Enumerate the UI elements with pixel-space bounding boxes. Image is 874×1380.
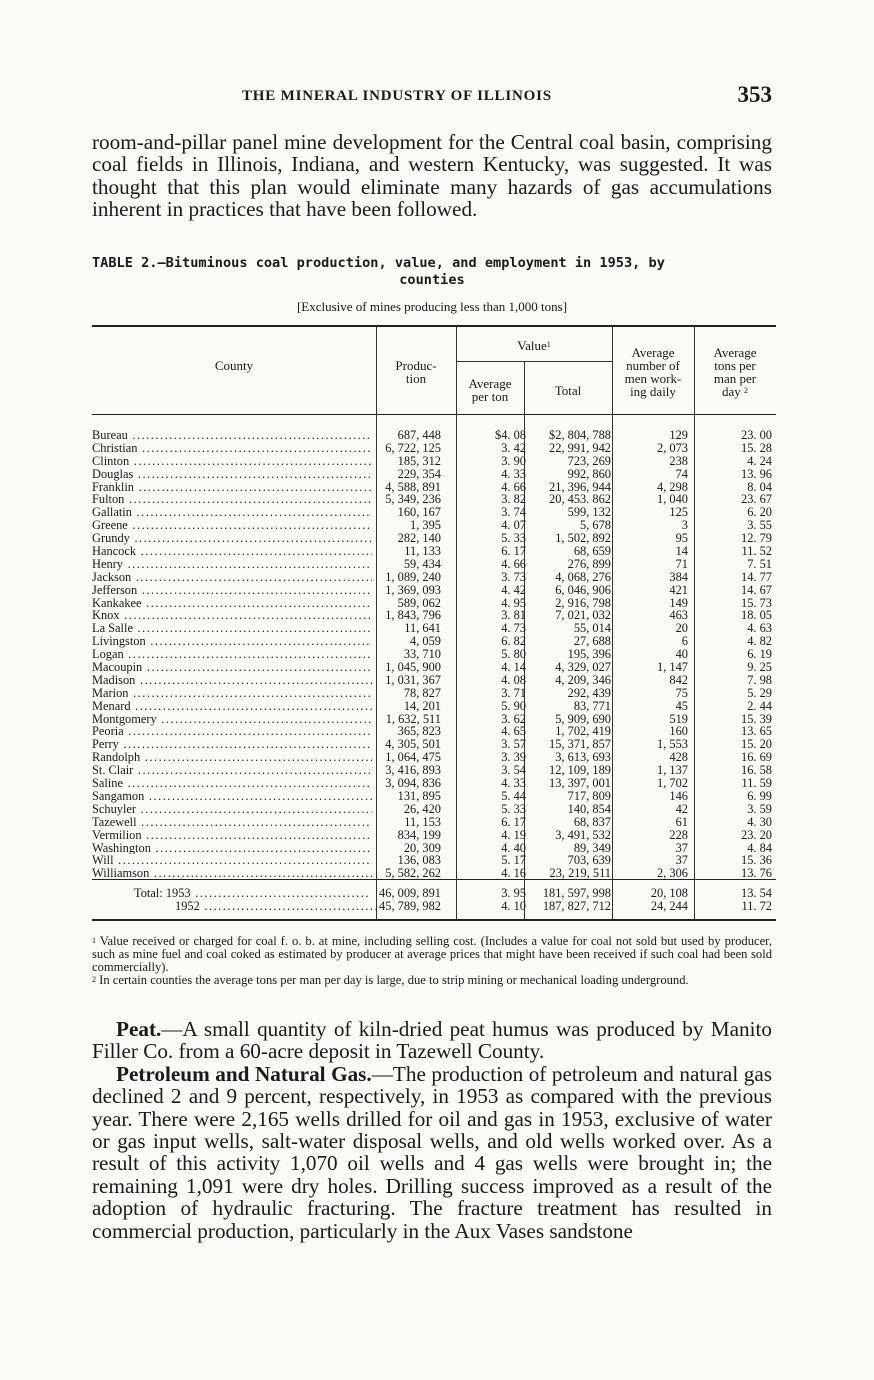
tons-per-man-day: 23. 67 [741,492,772,507]
average-per-ton: 3. 82 [501,492,526,507]
men-working-daily: 95 [675,531,688,546]
production-value: 20, 309 [403,840,441,855]
tons-per-man-day: 14. 67 [741,582,772,597]
total-men: 20, 108 [650,886,688,900]
production-value: 5, 349, 236 [385,492,441,507]
tons-per-man-day: 2. 44 [747,698,772,713]
total-value: 55, 014 [573,621,611,636]
table-note: [Exclusive of mines producing less than 1,000 tons] [296,299,568,314]
header-average-per-ton [456,377,524,403]
total-value: 187, 827, 712 [542,898,611,913]
county-name: Peoria ..... [92,725,372,738]
total-value: 21, 396, 944 [549,479,611,494]
county-name: Vermilion ..... [92,829,372,842]
tons-per-man-day: 6. 20 [747,505,772,520]
county-name: Logan ..... [92,648,372,661]
total-value: 4, 329, 027 [555,660,611,675]
tons-per-man-day: 4. 82 [747,634,772,649]
table-row [92,700,776,713]
table-totals [92,887,776,913]
tons-per-man-day: 3. 55 [747,518,772,533]
men-working-daily: 149 [669,595,688,610]
tons-per-man-day: 13. 96 [741,466,772,481]
tons-per-man-day: 6. 19 [747,647,772,662]
intro-paragraph-text: room-and-pillar panel mine development for the Central coal basin, comprising coal fields in Illinois, Indiana, and western Kentucky, was suggested. It was thought that this plan would eliminate many hazards of gas accumulations inherent in practices that have been followed. [92,130,772,222]
table-row [92,777,776,790]
petroleum-text: —The production of petroleum and natural gas declined 2 and 9 percent, respectively, in 1953 as compared with the previous year. There were 2,165 wells drilled for oil and gas in 1953, exclusive of water or gas input wells, salt-water disposal wells, and old wells worked over. As a result of this activity 1,070 oil wells and 4 gas wells were brought in; the remaining 1,091 were dry holes. Drilling success improved as a result of the adoption of hydraulic fracturing. The fracture treatment has resulted in commercial production, particularly in the Aux Vases sandstone [92,1061,772,1243]
average-per-ton: 4. 66 [501,479,526,494]
header-production [376,359,456,385]
total-value: 6, 046, 906 [555,582,611,597]
men-working-daily: 6 [681,634,688,649]
table-row [92,468,776,481]
average-per-ton: 5. 33 [501,801,526,816]
production-value: 229, 354 [397,466,441,481]
men-working-daily: 238 [669,453,688,468]
men-working-daily: 1, 553 [657,737,688,752]
total-value: 140, 854 [567,801,611,816]
county-name: Madison ..... [92,674,372,687]
production-value: 11, 153 [404,814,441,829]
total-value: 27, 688 [573,634,611,649]
total-value: 717, 809 [567,788,611,803]
tons-per-man-day: 9. 25 [747,660,772,675]
men-working-daily: 40 [675,647,688,662]
total-value: 2, 916, 798 [555,595,611,610]
production-value: 1, 632, 511 [385,711,441,726]
tons-per-man-day: 4. 30 [747,814,772,829]
production-value: 1, 843, 796 [385,608,441,623]
total-value: 195, 396 [567,647,611,662]
table-row [92,867,776,880]
header-men-l4: ing daily [630,384,676,399]
men-working-daily: 74 [675,466,688,481]
header-production-l1: Produc- [395,358,437,373]
average-per-ton: 3. 42 [501,440,526,455]
total-value: 68, 837 [573,814,611,829]
total-value: 3, 491, 532 [555,827,611,842]
average-per-ton: 4. 08 [501,672,526,687]
total-value: 13, 397, 001 [549,776,611,791]
production-value: 3, 094, 836 [385,776,441,791]
county-name: Hancock ..... [92,545,372,558]
county-name: Saline ..... [92,777,372,790]
production-value: 160, 167 [397,505,441,520]
total-avg: 4. 10 [501,898,526,913]
production-value: 834, 199 [397,827,441,842]
average-per-ton: 3. 57 [501,737,526,752]
average-per-ton: 5. 80 [501,647,526,662]
men-working-daily: 428 [669,750,688,765]
county-name: Montgomery ..... [92,713,372,726]
county-name: Will ..... [92,854,372,867]
petroleum-paragraph [92,1063,772,1242]
production-value: 11, 133 [404,544,441,559]
header-production-l2: tion [405,371,427,386]
tons-per-man-day: 4. 63 [747,621,772,636]
footnote-2 [92,974,772,987]
county-name: St. Clair ..... [92,764,372,777]
average-per-ton: 4. 33 [501,466,526,481]
production-value: 14, 201 [403,698,441,713]
tons-per-man-day: 15. 39 [741,711,772,726]
footnote-text: In certain counties the average tons per man per day is large, due to strip mining or mechanical loading underground. [99,973,689,987]
men-working-daily: 384 [669,569,688,584]
average-per-ton: 3. 62 [501,711,526,726]
county-name: Jefferson ..... [92,584,372,597]
county-name: Jackson ..... [92,571,372,584]
header-value-group [456,339,612,352]
page-number: 353 [737,82,772,107]
county-name: Franklin ..... [92,481,372,494]
table-row [92,429,776,442]
total-value: 703, 639 [567,853,611,868]
peat-heading: Peat. [116,1017,162,1041]
total-value: 292, 439 [567,685,611,700]
header-tons-per-man [694,346,776,398]
men-working-daily: 4, 298 [657,479,688,494]
tons-per-man-day: 5. 29 [747,685,772,700]
footnote-text: Value received or charged for coal f. o. b. at mine, including selling cost. (Includes a value for coal not sold but used by producer, such as mine fuel and coal coked as estimated by producer at average prices that might have been received if such coal had been sold commercially). [92,934,773,974]
total-tons: 11. 72 [741,898,772,913]
total-value: 68, 659 [573,544,611,559]
county-name: Macoupin ..... [92,661,372,674]
header-tons-l2: tons per [714,358,756,373]
average-per-ton: 3. 74 [501,505,526,520]
production-value: 4, 588, 891 [385,479,441,494]
production-value: 1, 395 [410,518,441,533]
tons-per-man-day: 23. 20 [741,827,772,842]
header-tons-l3: man per [713,371,757,386]
county-name: Kankakee ..... [92,597,372,610]
men-working-daily: 2, 306 [657,866,688,881]
table-row [92,455,776,468]
total-value: 723, 269 [567,453,611,468]
footnote-mark: 1 [92,936,96,945]
production-value: 59, 434 [403,556,441,571]
coal-production-table [92,321,776,921]
county-name: Greene ..... [92,519,372,532]
average-per-ton: 3. 81 [501,608,526,623]
tons-per-man-day: 11. 52 [741,544,772,559]
table-footnotes [92,935,772,987]
table-label: TABLE 2. [92,255,158,271]
average-per-ton: 5. 33 [501,531,526,546]
footnote-1 [92,935,772,974]
men-working-daily: 1, 147 [657,660,688,675]
men-working-daily: 421 [669,582,688,597]
total-value: 83, 771 [573,698,611,713]
county-name: Perry ..... [92,738,372,751]
table-row [92,442,776,455]
tons-per-man-day: 13. 65 [741,724,772,739]
men-working-daily: 125 [669,505,688,520]
continuation-text [92,1018,772,1242]
header-men-l1: Average [631,345,675,360]
total-value: 7, 021, 032 [555,608,611,623]
production-value: 4, 305, 501 [385,737,441,752]
production-value: 589, 062 [397,595,441,610]
production-value: 5, 582, 262 [385,866,441,881]
county-name: Douglas ..... [92,468,372,481]
average-per-ton: 5. 17 [501,853,526,868]
tons-per-man-day: 15. 36 [741,853,772,868]
tons-per-man-day: 4. 24 [747,453,772,468]
tons-per-man-day: 7. 98 [747,672,772,687]
average-per-ton: 4. 40 [501,840,526,855]
average-per-ton: 4. 33 [501,776,526,791]
production-value: 1, 045, 900 [385,660,441,675]
total-value: 5, 909, 690 [555,711,611,726]
county-name: La Salle ..... [92,622,372,635]
production-value: 365, 823 [397,724,441,739]
county-name: Menard ..... [92,700,372,713]
total-row-1952 [92,900,776,913]
table-bottom-rule [92,919,776,921]
tons-per-man-day: 15. 28 [741,440,772,455]
average-per-ton: 3. 39 [501,750,526,765]
tons-per-man-day: 13. 76 [741,866,772,881]
men-working-daily: 463 [669,608,688,623]
county-name: Gallatin ..... [92,506,372,519]
table-row [92,558,776,571]
value-group-rule [456,361,612,362]
total-value: 23, 219, 511 [549,866,611,881]
average-per-ton: 5. 44 [501,788,526,803]
men-working-daily: 160 [669,724,688,739]
total-value: 276, 899 [567,556,611,571]
table-row [92,674,776,687]
total-production: 46, 009, 891 [379,886,441,900]
men-working-daily: 45 [675,698,688,713]
total-production: 45, 789, 982 [379,898,441,913]
county-name: Schuyler ..... [92,803,372,816]
total-men: 24, 244 [650,898,688,913]
peat-paragraph [92,1018,772,1063]
total-value: 15, 371, 857 [549,737,611,752]
average-per-ton: 4. 07 [501,518,526,533]
men-working-daily: 1, 040 [657,492,688,507]
tons-per-man-day: 16. 69 [741,750,772,765]
tons-per-man-day: 7. 51 [747,556,772,571]
intro-paragraph [92,131,772,221]
header-value-footnote-mark: 1 [546,340,551,349]
county-name: Livingston ..... [92,635,372,648]
men-working-daily: 14 [675,544,688,559]
men-working-daily: 20 [675,621,688,636]
production-value: 185, 312 [397,453,441,468]
header-value-label: Value [517,338,547,353]
table-row [92,829,776,842]
table-title-line1 [92,255,665,272]
men-working-daily: 146 [669,788,688,803]
total-value: 12, 109, 189 [549,763,611,778]
men-working-daily: 75 [675,685,688,700]
average-per-ton: $4. 08 [495,428,526,442]
average-per-ton: 3. 71 [501,685,526,700]
table-top-rule [92,325,776,327]
table-row [92,584,776,597]
total-value: 89, 349 [573,840,611,855]
production-value: 33, 710 [403,647,441,662]
total-label: Total: 1953 ..... [92,887,414,900]
table-row [92,571,776,584]
production-value: 1, 369, 093 [385,582,441,597]
header-tons-footnote-mark: 2 [744,386,749,395]
total-value: 5, 678 [580,518,611,533]
total-value: 599, 132 [567,505,611,520]
average-per-ton: 3. 90 [501,453,526,468]
average-per-ton: 4. 66 [501,556,526,571]
average-per-ton: 4. 95 [501,595,526,610]
average-per-ton: 3. 73 [501,569,526,584]
running-head [92,82,782,110]
table-body [92,429,776,880]
production-value: 131, 895 [397,788,441,803]
average-per-ton: 6. 82 [501,634,526,649]
table-row [92,803,776,816]
total-row-1953 [92,887,776,900]
table-row [92,687,776,700]
total-value: 22, 991, 942 [549,440,611,455]
total-value: 20, 453. 862 [549,492,611,507]
table-title-line2: counties [399,272,465,288]
county-name: Washington ..... [92,842,372,855]
county-name: Tazewell ..... [92,816,372,829]
total-value: 1, 702, 419 [555,724,611,739]
tons-per-man-day: 11. 59 [741,776,772,791]
average-per-ton: 6. 17 [501,814,526,829]
production-value: 1, 089, 240 [385,569,441,584]
total-value: 4, 068, 276 [555,569,611,584]
tons-per-man-day: 4. 84 [747,840,772,855]
running-title: THE MINERAL INDUSTRY OF ILLINOIS [242,88,552,104]
average-per-ton: 3. 54 [501,763,526,778]
production-value: 282, 140 [397,531,441,546]
tons-per-man-day: 15. 73 [741,595,772,610]
total-value: 181, 597, 998 [542,886,611,900]
men-working-daily: 1, 137 [657,763,688,778]
table-row [92,545,776,558]
total-value: 992, 860 [567,466,611,481]
header-avg-l2: per ton [471,389,509,404]
men-working-daily: 228 [669,827,688,842]
table-header-rule [92,414,776,415]
production-value: 687, 448 [397,428,441,442]
header-total: Total [554,383,582,398]
county-name: Fulton ..... [92,493,372,506]
header-county: County [214,358,254,373]
average-per-ton: 4. 42 [501,582,526,597]
average-per-ton: 4. 73 [501,621,526,636]
table-row [92,790,776,803]
average-per-ton: 4. 16 [501,866,526,881]
men-working-daily: 2, 073 [657,440,688,455]
header-avg-l1: Average [468,376,512,391]
peat-text: —A small quantity of kiln-dried peat humus was produced by Manito Filler Co. from a 60-acre deposit in Tazewell County. [92,1017,772,1064]
header-tons-l1: Average [713,345,757,360]
header-men-working [612,346,694,398]
average-per-ton: 5. 90 [501,698,526,713]
table-row [92,661,776,674]
county-name: Clinton ..... [92,455,372,468]
production-value: 136, 083 [397,853,441,868]
footnote-mark: 2 [92,975,96,984]
county-name: Sangamon ..... [92,790,372,803]
header-tons-l4 [694,385,776,398]
county-name: Christian ..... [92,442,372,455]
production-value: 78, 827 [403,685,441,700]
total-avg: 3. 95 [501,886,526,900]
men-working-daily: 129 [669,428,688,442]
total-tons: 13. 54 [741,886,772,900]
production-value: 11, 641 [404,621,441,636]
tons-per-man-day: 6. 99 [747,788,772,803]
average-per-ton: 6. 17 [501,544,526,559]
county-name: Marion ..... [92,687,372,700]
table-title-text: —Bituminous coal production, value, and employment in 1953, by [157,255,665,271]
total-value: 3, 613, 693 [555,750,611,765]
men-working-daily: 37 [675,853,688,868]
men-working-daily: 842 [669,672,688,687]
tons-per-man-day: 18. 05 [741,608,772,623]
average-per-ton: 4. 19 [501,827,526,842]
table-title [92,255,772,289]
production-value: 6, 722, 125 [385,440,441,455]
total-value: 1, 502, 892 [555,531,611,546]
tons-per-man-day: 15. 20 [741,737,772,752]
production-value: 4, 059 [410,634,441,649]
total-label: 1952 ..... [92,900,455,913]
petroleum-heading: Petroleum and Natural Gas. [116,1061,372,1086]
tons-per-man-day: 3. 59 [747,801,772,816]
table-row [92,816,776,829]
average-per-ton: 4. 14 [501,660,526,675]
men-working-daily: 61 [675,814,688,829]
production-value: 1, 031, 367 [385,672,441,687]
men-working-daily: 37 [675,840,688,855]
production-value: 26, 420 [403,801,441,816]
total-value: 4, 209, 346 [555,672,611,687]
county-name: Knox ..... [92,609,372,622]
average-per-ton: 4. 65 [501,724,526,739]
header-tons-day: day [721,384,741,399]
production-value: 3, 416, 893 [385,763,441,778]
header-men-l3: men work- [624,371,682,386]
tons-per-man-day: 23. 00 [741,428,772,442]
county-name: Bureau ..... [92,429,372,442]
county-name: Henry ..... [92,558,372,571]
county-name: Williamson ..... [92,867,372,880]
men-working-daily: 42 [675,801,688,816]
county-name: Grundy ..... [92,532,372,545]
tons-per-man-day: 8. 04 [747,479,772,494]
men-working-daily: 1, 702 [657,776,688,791]
men-working-daily: 519 [669,711,688,726]
tons-per-man-day: 16. 58 [741,763,772,778]
tons-per-man-day: 12. 79 [741,531,772,546]
tons-per-man-day: 14. 77 [741,569,772,584]
header-men-l2: number of [626,358,680,373]
men-working-daily: 3 [681,518,688,533]
production-value: 1, 064, 475 [385,750,441,765]
county-name: Randolph ..... [92,751,372,764]
total-value: $2, 804, 788 [549,428,611,442]
men-working-daily: 71 [675,556,688,571]
